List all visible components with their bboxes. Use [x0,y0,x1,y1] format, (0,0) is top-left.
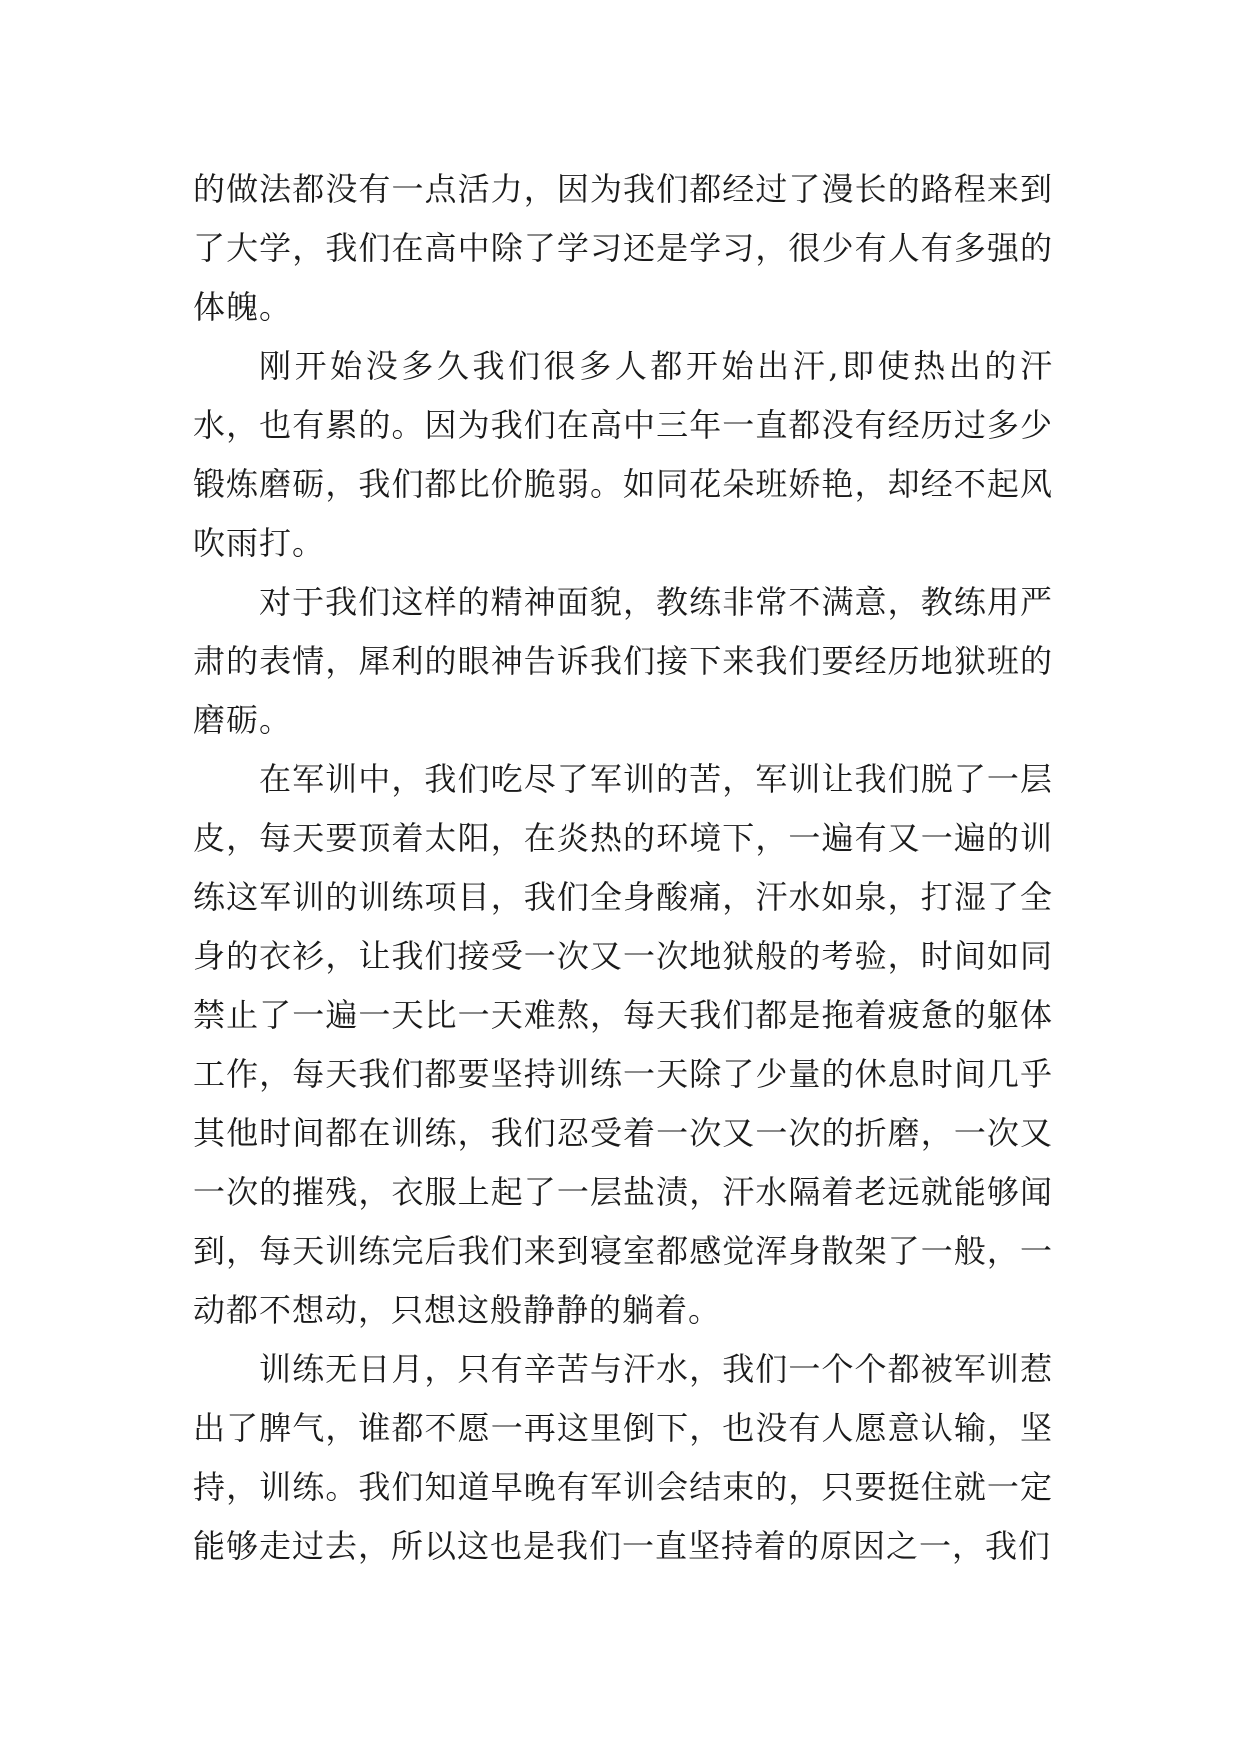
paragraph-4: 在军训中，我们吃尽了军训的苦，军训让我们脱了一层皮，每天要顶着太阳，在炎热的环境下，一遍有又一遍的训练这军训的训练项目，我们全身酸痛，汗水如泉，打湿了全身的衣衫，让我们接受一次又一次地狱般的考验，时间如同禁止了一遍一天比一天难熬，每天我们都是拖着疲惫的躯体工作，每天我们都要坚持训练一天除了少量的休息时间几乎其他时间都在训练，我们忍受着一次又一次的折磨，一次又一次的摧残，衣服上起了一层盐渍，汗水隔着老远就能够闻到，每天训练完后我们来到寝室都感觉浑身散架了一般，一动都不想动，只想这般静静的躺着。 [193,760,1053,1329]
paragraph-1: 的做法都没有一点活力，因为我们都经过了漫长的路程来到了大学，我们在高中除了学习还是学习，很少有人有多强的体魄。 [193,170,1053,326]
paragraph-2: 刚开始没多久我们很多人都开始出汗,即使热出的汗水，也有累的。因为我们在高中三年一直都没有经历过多少锻炼磨砺，我们都比价脆弱。如同花朵班娇艳，却经不起风吹雨打。 [193,347,1053,562]
paragraph-5: 训练无日月，只有辛苦与汗水，我们一个个都被军训惹出了脾气，谁都不愿一再这里倒下，也没有人愿意认输，坚持，训练。我们知道早晚有军训会结束的，只要挺住就一定能够走过去，所以这也是我们一直坚持着的原因之一，我们 [193,1350,1053,1565]
paragraph-3: 对于我们这样的精神面貌，教练非常不满意，教练用严肃的表情，犀利的眼神告诉我们接下来我们要经历地狱班的磨砺。 [193,583,1053,739]
document-body [193,160,1053,1576]
